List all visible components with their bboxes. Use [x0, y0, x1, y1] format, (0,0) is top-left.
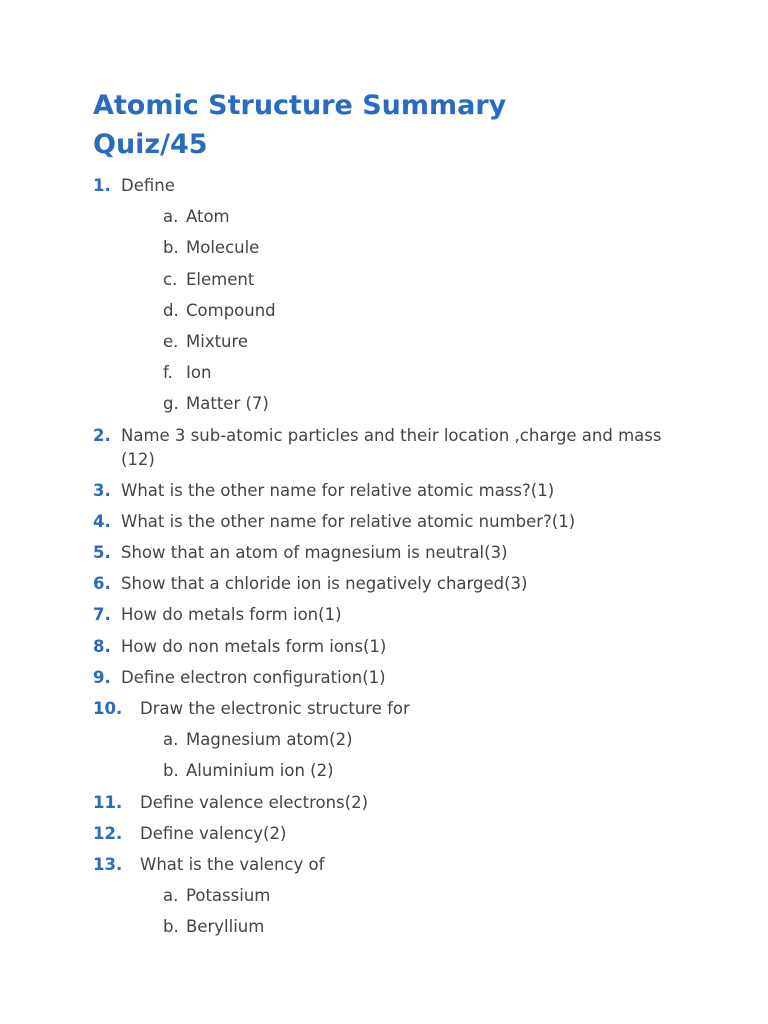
question-number: 7.: [93, 605, 111, 625]
subquestion-letter: a.: [163, 886, 179, 906]
question-number: 11.: [93, 792, 123, 812]
question-text: Draw the electronic structure for: [140, 699, 410, 718]
question-text: Define: [121, 176, 175, 195]
question-number: 13.: [93, 854, 123, 874]
question-list: [93, 174, 693, 939]
question-6: [93, 572, 693, 596]
subquestion-text: Compound: [186, 300, 276, 320]
subquestion-text: Matter (7): [186, 394, 269, 414]
subquestion-letter: a.: [163, 207, 179, 227]
question-1: [93, 174, 693, 416]
question-text: How do non metals form ions(1): [121, 636, 387, 656]
question-4: [93, 510, 693, 534]
subquestion-list: [93, 728, 693, 783]
question-number: 12.: [93, 823, 123, 843]
question-8: [93, 635, 693, 659]
subquestion-list: [93, 205, 693, 416]
question-12: [93, 822, 693, 846]
question-number: 2.: [93, 425, 111, 445]
subquestion: [93, 361, 693, 385]
question-2: [93, 424, 693, 472]
subquestion-text: Ion: [186, 363, 212, 383]
question-number: 8.: [93, 636, 111, 656]
subquestion-text: Potassium: [186, 886, 271, 906]
subquestion: [93, 268, 693, 292]
question-text: Show that a chloride ion is negatively charged(3): [121, 574, 528, 594]
question-5: [93, 541, 693, 565]
question-text: What is the other name for relative atomic mass?(1): [121, 480, 555, 500]
title-line-2: Quiz/45: [93, 129, 208, 160]
subquestion: [93, 299, 693, 323]
subquestion-letter: b.: [163, 917, 179, 937]
question-text: How do metals form ion(1): [121, 605, 342, 625]
question-11: [93, 791, 693, 815]
subquestion-letter: a.: [163, 730, 179, 750]
subquestion: [93, 884, 693, 908]
question-number: 6.: [93, 574, 111, 594]
question-7: [93, 603, 693, 627]
page-title: [93, 86, 693, 164]
subquestion-letter: d.: [163, 300, 179, 320]
question-text: What is the other name for relative atomic number?(1): [121, 511, 576, 531]
document-page: [93, 86, 693, 947]
subquestion-text: Mixture: [186, 331, 249, 351]
question-9: [93, 666, 693, 690]
subquestion-letter: c.: [163, 269, 178, 289]
question-text: Name 3 sub-atomic particles and their location ,charge and mass (12): [121, 425, 662, 469]
subquestion-text: Molecule: [186, 238, 260, 258]
question-text: Define valence electrons(2): [140, 792, 369, 812]
subquestion-letter: f.: [163, 363, 173, 383]
question-number: 1.: [93, 176, 111, 195]
subquestion: [93, 915, 693, 939]
subquestion-text: Element: [186, 269, 255, 289]
subquestion-letter: b.: [163, 238, 179, 258]
question-number: 4.: [93, 511, 111, 531]
subquestion: [93, 205, 693, 229]
subquestion: [93, 392, 693, 416]
subquestion: [93, 728, 693, 752]
subquestion-letter: g.: [163, 394, 179, 414]
subquestion-text: Atom: [186, 207, 230, 227]
question-text: What is the valency of: [140, 854, 325, 874]
subquestion-text: Magnesium atom(2): [186, 730, 353, 750]
subquestion-text: Beryllium: [186, 917, 265, 937]
subquestion: [93, 236, 693, 260]
question-text: Define electron configuration(1): [121, 667, 386, 687]
subquestion-list: [93, 884, 693, 939]
question-number: 9.: [93, 667, 111, 687]
question-text: Define valency(2): [140, 823, 287, 843]
question-number: 3.: [93, 480, 111, 500]
title-line-1: Atomic Structure Summary: [93, 90, 507, 121]
question-10: [93, 697, 693, 783]
question-number: 10.: [93, 699, 123, 718]
subquestion: [93, 330, 693, 354]
question-text: Show that an atom of magnesium is neutral(3): [121, 543, 508, 563]
subquestion-text: Aluminium ion (2): [186, 761, 334, 781]
subquestion-letter: e.: [163, 331, 179, 351]
question-3: [93, 479, 693, 503]
subquestion: [93, 759, 693, 783]
question-number: 5.: [93, 543, 111, 563]
subquestion-letter: b.: [163, 761, 179, 781]
question-13: [93, 853, 693, 939]
